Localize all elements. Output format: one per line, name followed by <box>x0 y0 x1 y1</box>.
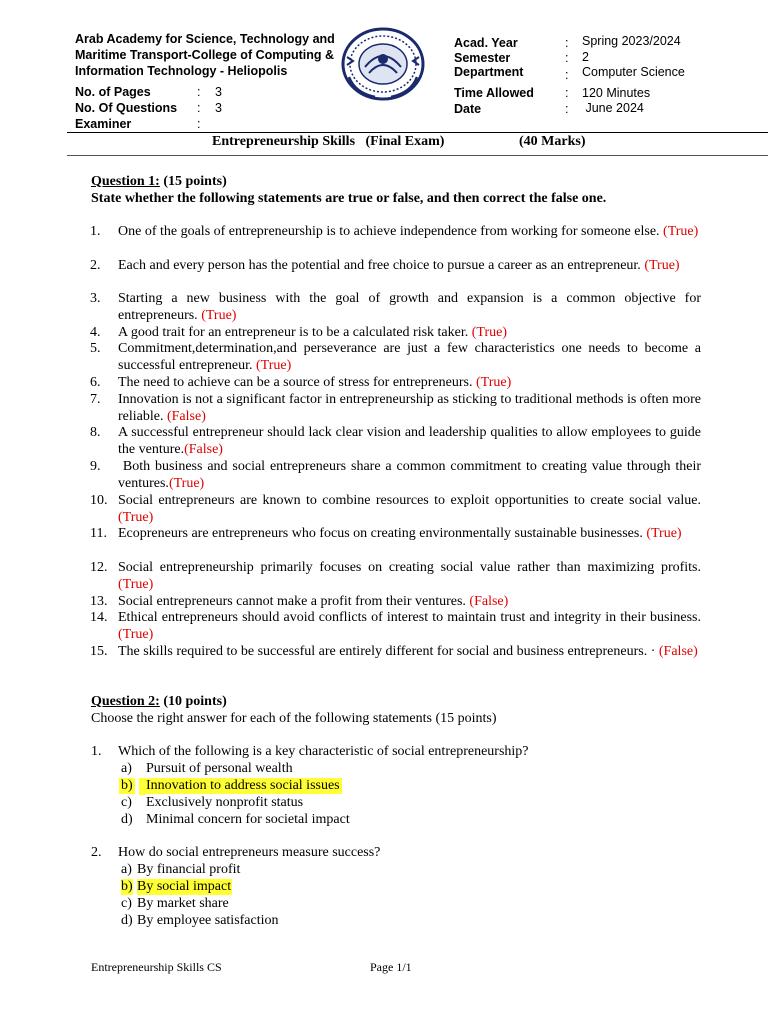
time-allowed-sep: : <box>565 86 569 100</box>
department-sep: : <box>565 68 569 82</box>
institution-line-1: Arab Academy for Science, Technology and <box>75 32 335 46</box>
item-number: 7. <box>90 392 101 407</box>
question2-instruction: Choose the right answer for each of the following statements (15 points) <box>91 711 497 726</box>
item-text: The need to achieve can be a source of stress for entrepreneurs. <box>118 375 473 390</box>
time-allowed-value: 120 Minutes <box>582 86 651 100</box>
item-answer: (True) <box>168 475 205 491</box>
mcq1-number: 1. <box>91 744 102 759</box>
item-number: 12. <box>90 560 108 575</box>
question1-label: Question 1: <box>91 174 160 189</box>
footer-page-number: Page 1/1 <box>370 960 412 974</box>
item-answer: (True) <box>663 224 699 239</box>
mcq1-option-a: Pursuit of personal wealth <box>146 761 293 776</box>
mcq2-option-a-letter: a) <box>121 862 132 877</box>
item-number: 2. <box>90 258 101 273</box>
mcq2-option-d-letter: d) <box>121 913 133 928</box>
mcq1-option-b: Innovation to address social issues <box>146 778 340 793</box>
time-allowed-label: Time Allowed <box>454 86 534 100</box>
item-number: 3. <box>90 291 101 306</box>
pages-label: No. of Pages <box>75 85 151 99</box>
mcq1-question: Which of the following is a key characteristic of social entrepreneurship? <box>118 744 529 759</box>
item-text: Each and every person has the potential and free choice to pursue a career as an entrepreneur. <box>118 258 641 273</box>
semester-value: 2 <box>582 50 589 64</box>
item-number: 6. <box>90 375 101 390</box>
mcq2-option-b: By social impact <box>137 879 232 894</box>
mcq2-option-a: By financial profit <box>137 862 241 877</box>
item-answer: (False) <box>469 594 509 609</box>
item-text: Social entrepreneurs cannot make a profit from their ventures. <box>118 594 466 609</box>
item-text: The skills required to be successful are entirely different for social and business entrepreneurs. · <box>118 644 656 659</box>
item-text: Commitment,determination,and perseverance are just a few characteristics one needs to become a successful entrepreneur. <box>118 341 701 373</box>
item-text: Both business and social entrepreneurs share a common commitment to creating value through their ventures. <box>118 459 705 491</box>
mcq2-option-c: By market share <box>137 896 229 911</box>
pages-info <box>75 85 151 99</box>
item-number: 8. <box>90 425 101 440</box>
item-answer: (True) <box>201 307 237 323</box>
item-answer: (False) <box>658 644 698 659</box>
item-answer: (True) <box>476 375 512 390</box>
item-answer: (False) <box>166 408 206 424</box>
questions-value: 3 <box>215 101 222 115</box>
examiner-sep: : <box>197 117 201 131</box>
mcq1-option-c-letter: c) <box>121 795 132 810</box>
semester-sep: : <box>565 51 569 65</box>
institution-line-2: Maritime Transport-College of Computing & <box>75 48 335 62</box>
item-text: Innovation is not a significant factor in entrepreneurship as sticking to traditional methods is often more reliable. <box>118 392 701 424</box>
question2-heading <box>91 694 227 710</box>
item-answer: (True) <box>256 357 292 373</box>
mcq2-option-c-letter: c) <box>121 896 132 911</box>
acad-year-label: Acad. Year <box>454 36 518 50</box>
question1-heading <box>91 174 227 190</box>
question2-label: Question 2: <box>91 694 160 709</box>
examiner-label: Examiner <box>75 117 132 131</box>
item-number: 15. <box>90 644 108 659</box>
title-divider <box>67 155 768 156</box>
item-number: 1. <box>90 224 101 239</box>
item-answer: (False) <box>184 441 223 457</box>
date-value: June 2024 <box>582 101 644 115</box>
question2-points: (10 points) <box>159 694 227 709</box>
pages-sep: : <box>197 85 201 99</box>
item-text: Ecopreneurs are entrepreneurs who focus on creating environmentally sustainable businesses. <box>118 526 643 541</box>
item-number: 14. <box>90 610 108 625</box>
item-answer: (True) <box>646 526 682 541</box>
item-text: One of the goals of entrepreneurship is to achieve independence from working for someone else. <box>118 224 660 239</box>
item-text: Ethical entrepreneurs should avoid conflicts of interest to maintain trust and integrity in their business. <box>118 610 701 625</box>
semester-label: Semester <box>454 51 511 65</box>
item-answer: (True) <box>118 509 154 525</box>
item-number: 4. <box>90 325 101 340</box>
institution-line-3: Information Technology - Heliopolis <box>75 64 288 78</box>
mcq2-question: How do social entrepreneurs measure success? <box>118 845 381 860</box>
mcq1-option-b-letter: b) <box>121 778 133 793</box>
mcq2-option-d: By employee satisfaction <box>137 913 279 928</box>
item-number: 11. <box>90 526 107 541</box>
item-number: 10. <box>90 493 108 508</box>
item-text: Social entrepreneurship primarily focuses on creating social value rather than maximizing profits. <box>118 560 701 575</box>
academy-seal-icon <box>335 27 431 101</box>
examiner-info <box>75 117 131 131</box>
acad-year-value: Spring 2023/2024 <box>582 34 681 48</box>
item-text: A good trait for an entrepreneur is to be a calculated risk taker. <box>118 325 469 340</box>
item-number: 13. <box>90 594 108 609</box>
pages-value: 3 <box>215 85 222 99</box>
questions-info <box>75 101 177 115</box>
mcq1-option-d-letter: d) <box>121 812 133 827</box>
item-number: 9. <box>90 459 101 474</box>
item-number: 5. <box>90 341 101 356</box>
date-sep: : <box>565 102 569 116</box>
item-answer: (True) <box>471 325 508 340</box>
item-answer: (True) <box>644 258 680 273</box>
mcq1-option-b-gap <box>139 778 146 795</box>
item-answer: (True) <box>118 576 154 592</box>
exam-title: Entrepreneurship Skills (Final Exam) <box>212 134 445 149</box>
department-value: Computer Science <box>582 65 685 79</box>
item-text: Social entrepreneurs are known to combine resources to exploit opportunities to create social value. <box>118 493 701 508</box>
date-label: Date <box>454 102 482 116</box>
mcq1-option-c: Exclusively nonprofit status <box>146 795 304 810</box>
item-answer: (True) <box>118 626 154 642</box>
acad-year-sep: : <box>565 36 569 50</box>
item-text: A successful entrepreneur should lack clear vision and leadership qualities to allow employees to guide the venture. <box>118 425 701 457</box>
mcq1-option-a-letter: a) <box>121 761 132 776</box>
footer-course: Entrepreneurship Skills CS <box>91 960 222 974</box>
question1-points: (15 points) <box>159 174 227 189</box>
mcq1-option-d: Minimal concern for societal impact <box>146 812 350 827</box>
item-text: Starting a new business with the goal of growth and expansion is a common objective for entrepreneurs. <box>118 291 701 323</box>
header-divider <box>67 132 768 133</box>
exam-marks: (40 Marks) <box>519 134 586 149</box>
questions-sep: : <box>197 101 201 115</box>
question1-instruction: State whether the following statements are true or false, and then correct the false one. <box>91 191 607 206</box>
department-label: Department <box>454 65 524 79</box>
questions-label: No. Of Questions <box>75 101 178 115</box>
mcq2-number: 2. <box>91 845 102 860</box>
mcq2-option-b-letter: b) <box>121 879 133 894</box>
